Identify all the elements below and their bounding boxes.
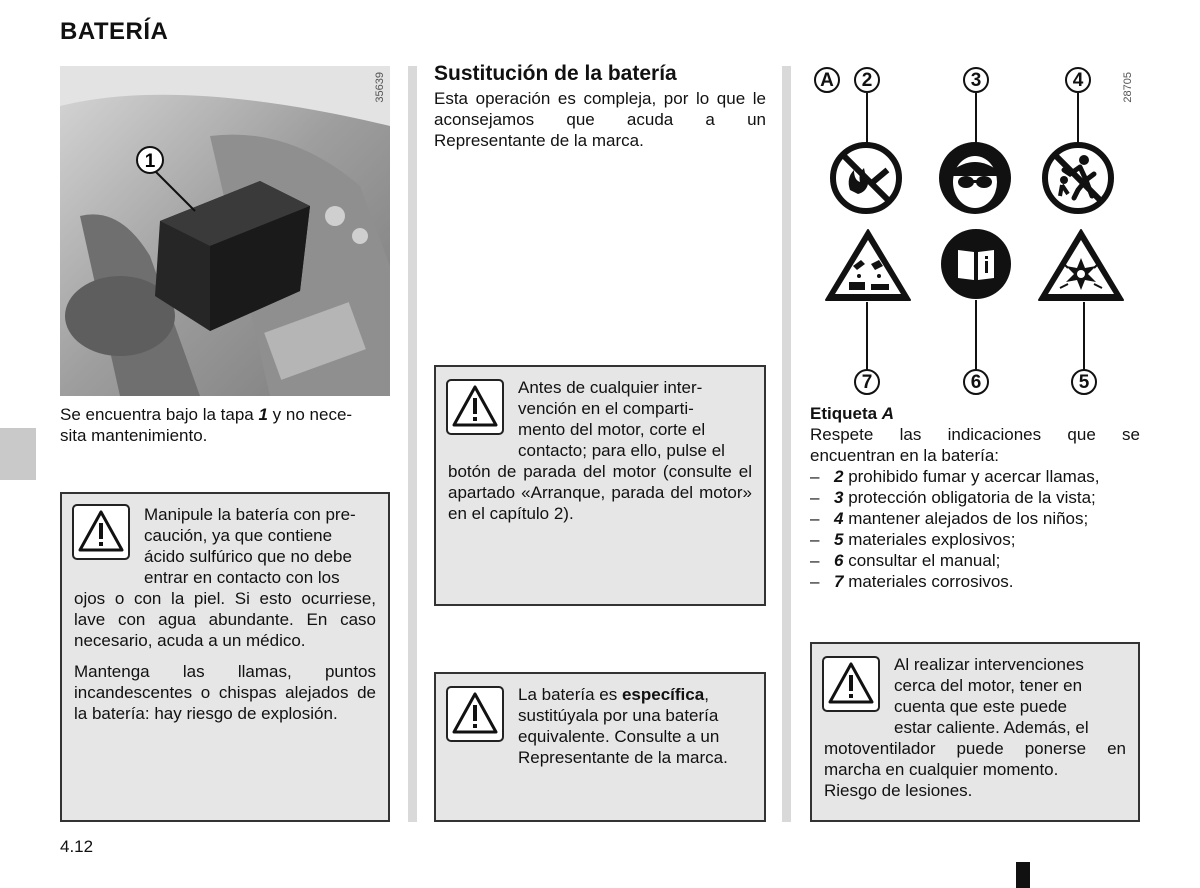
- warning-triangle-icon: [822, 656, 880, 712]
- injury-risk-text: Riesgo de lesiones.: [824, 781, 973, 800]
- battery-photo: [60, 66, 390, 396]
- warning-triangle-icon: [72, 504, 130, 560]
- figure-reference-number: 28705: [1122, 72, 1134, 103]
- legend-item: – 6 consultar el manual;: [810, 551, 1001, 570]
- eye-protection-icon: [937, 140, 1013, 221]
- callout-7: 7: [854, 369, 880, 395]
- photo-reference-number: 35639: [374, 72, 386, 103]
- engine-stop-warning-text: botón de parada del motor (consulte el apartado «Arranque, parada del motor» en el capítulo 2).: [448, 462, 752, 523]
- warning-triangle-icon: [446, 379, 504, 435]
- specific-battery-warning-box: La batería es específica, sustitúyala por una batería equivalente. Consulte a un Representante de la marca.: [434, 672, 766, 822]
- legend-item: – 7 materiales corrosivos.: [810, 572, 1014, 591]
- callout-6: 6: [963, 369, 989, 395]
- warning-triangle-icon: [446, 686, 504, 742]
- column-divider: [408, 66, 417, 822]
- keep-away-children-icon: [1040, 140, 1116, 221]
- leader-line: [866, 93, 868, 145]
- callout-4: 4: [1065, 67, 1091, 93]
- column-divider: [782, 66, 791, 822]
- section-heading: Sustitución de la batería: [434, 62, 677, 85]
- acid-warning-text: ojos o con la piel. Si esto ocurriese, lave con agua abundante. En caso necesario, acuda a un médico.: [74, 589, 376, 650]
- callout-5: 5: [1071, 369, 1097, 395]
- callout-2: 2: [854, 67, 880, 93]
- battery-location-caption: Se encuentra bajo la tapa 1 y no nece- sita mantenimiento.: [60, 405, 353, 445]
- legend-item: – 5 materiales explosivos;: [810, 530, 1016, 549]
- flame-warning-text: Mantenga las llamas, puntos incandescentes o chispas alejados de la batería: hay riesgo de explosión.: [74, 662, 376, 723]
- hot-engine-warning-text: motoventilador puede ponerse en marcha en cualquier momento.: [824, 739, 1126, 779]
- leader-line: [1077, 93, 1079, 145]
- symbol-legend: [810, 466, 1140, 592]
- no-smoking-flames-icon: [828, 140, 904, 221]
- hot-engine-warning-box: Al realizar intervenciones cerca del motor, tener en cuenta que este puede estar caliente. Además, el motoventilador puede ponerse en marcha en cualquier momento. Riesgo de lesiones.: [810, 642, 1140, 822]
- read-manual-icon: [940, 228, 1012, 305]
- legend-item: – 3 protección obligatoria de la vista;: [810, 488, 1096, 507]
- specific-battery-line: La batería es específica,: [518, 685, 709, 704]
- label-a-callout: A: [814, 67, 840, 93]
- leader-line: [975, 300, 977, 370]
- page-title: BATERÍA: [60, 18, 169, 45]
- legend-item: – 2 prohibido fumar y acercar llamas,: [810, 467, 1100, 486]
- photo-callout-1: 1: [144, 151, 156, 172]
- acid-warning-box: Manipule la batería con pre- caución, ya que contiene ácido sulfúrico que no debe entrar en contacto con los ojos o con la piel. Si esto ocurriese, lave con agua abundante. En caso necesario, acuda a un médico. Mantenga las llamas, puntos incandescentes o chispas alejados de la batería: hay riesgo de explosión.: [60, 492, 390, 822]
- engine-stop-warning-box: Antes de cualquier inter- vención en el comparti- mento del motor, corte el contacto; para ello, pulse el botón de parada del motor (consulte el apartado «Arranque, parada del motor» en el capítulo 2).: [434, 365, 766, 606]
- leader-line: [1083, 302, 1085, 370]
- leader-line: [866, 302, 868, 370]
- page-edge-marker: [1016, 862, 1030, 888]
- page-number: 4.12: [60, 837, 94, 856]
- legend-item: – 4 mantener alejados de los niños;: [810, 509, 1089, 528]
- corrosive-icon: [823, 226, 913, 309]
- leader-line: [975, 93, 977, 145]
- section-tab: [0, 428, 36, 480]
- explosive-icon: [1036, 226, 1126, 309]
- label-description: Etiqueta A Respete las indicaciones que se encuentran en la batería: – 2 prohibido fumar y acercar llamas, – 3 protección obligatoria de la vista; – 4 mantener alejados de los niños; – 5 materiales explosivos; – 6 consultar el manual; – 7 materiales corrosivos.: [810, 404, 1140, 591]
- callout-3: 3: [963, 67, 989, 93]
- replacement-intro-text: Esta operación es compleja, por lo que le aconsejamos que acuda a un Representante de la marca.: [434, 89, 766, 150]
